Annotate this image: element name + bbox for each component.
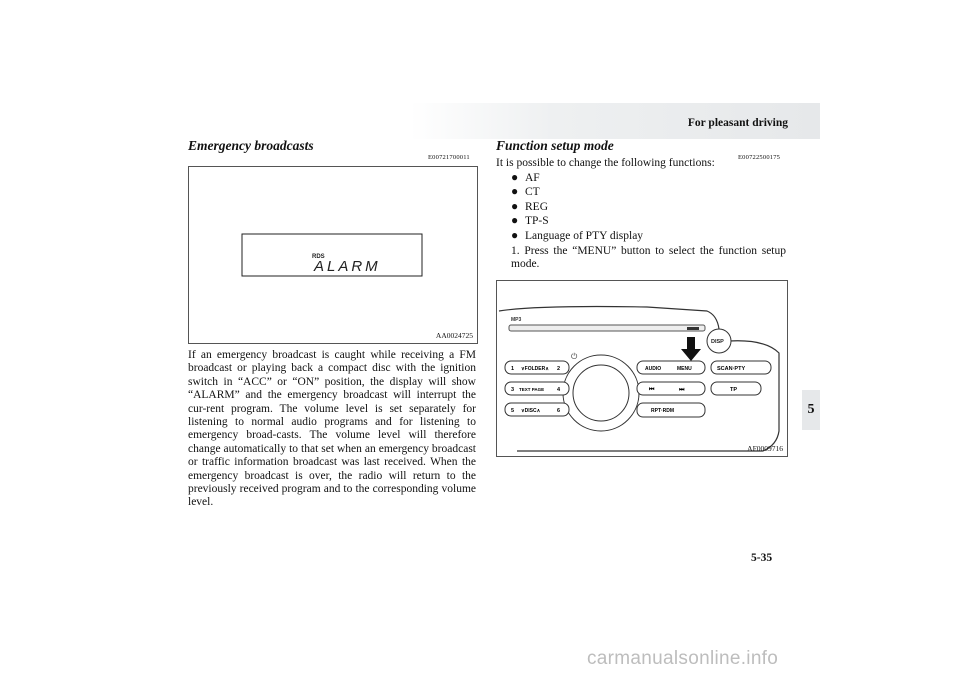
figure-code-alarm: AA0024725 [435,331,473,340]
section-code-function-setup: E00722500175 [738,154,781,161]
list-item: ● CT [511,184,540,199]
svg-text:⏮: ⏮ [649,387,655,393]
preset-button-1-2[interactable] [505,361,569,374]
svg-text:6: 6 [557,408,561,414]
rpt-rdm-button[interactable] [637,403,705,417]
svg-text:3: 3 [511,387,515,393]
mp3-label: MP3 [511,317,522,323]
svg-text:TP: TP [730,387,738,393]
alarm-display-illustration [189,167,477,343]
svg-text:2: 2 [557,366,561,372]
svg-text:SCAN·PTY: SCAN·PTY [717,366,746,372]
alarm-display-figure [188,166,478,344]
svg-text:⏭: ⏭ [679,387,685,393]
page-header-title: For pleasant driving [687,117,788,129]
section-heading-emergency: Emergency broadcasts [188,138,314,153]
display-rds-label: RDS [312,254,325,260]
bullet-icon: ● [511,227,519,242]
bullet-icon: ● [511,198,519,213]
svg-text:1: 1 [511,366,515,372]
audio-menu-button[interactable] [637,361,705,374]
preset-button-5-6[interactable] [505,403,569,416]
bullet-icon: ● [511,170,519,184]
svg-text:5: 5 [511,408,515,414]
section-tab: 5 [802,390,820,430]
scan-pty-button[interactable] [711,361,771,374]
function-list [511,171,643,243]
audio-panel-figure [496,280,788,457]
svg-text:MENU: MENU [677,366,692,372]
page-number: 5-35 [751,552,773,564]
svg-text:∨DISC∧: ∨DISC∧ [521,408,541,414]
list-item: ● TP-S [511,213,549,228]
power-icon: ⏻ [571,352,578,361]
svg-text:TEXT PAGE: TEXT PAGE [519,387,545,392]
bullet-icon: ● [511,213,519,228]
seek-buttons[interactable] [637,382,705,395]
svg-text:RPT·RDM: RPT·RDM [651,408,675,414]
svg-text:AUDIO: AUDIO [645,366,662,372]
disp-button[interactable] [707,329,731,353]
arrow-down-icon [681,337,701,361]
svg-text:4: 4 [557,387,561,393]
list-item: ● AF [511,170,540,184]
section-code-emergency: E00721700011 [428,154,470,161]
list-item: ● REG [511,198,548,213]
figure-code-audio: AF0009716 [747,444,783,453]
section-heading-function-setup: Function setup mode [496,138,614,153]
volume-knob[interactable] [563,355,639,431]
step-1-text: 1. Press the “MENU” button to select the function setup mode. [511,245,786,271]
svg-text:DISP: DISP [711,339,724,345]
svg-text:∨FOLDER∧: ∨FOLDER∧ [521,366,549,372]
function-setup-intro: It is possible to change the following functions: [496,157,715,169]
preset-button-3-4[interactable] [505,382,569,395]
list-item: ● Language of PTY display [511,227,644,242]
emergency-body-text: If an emergency broadcast is caught while receiving a FM broadcast or playing back a compact disc with the ignition switch in “ACC” or “ON” position, the display will show “ALARM” and the emergency broadcast will interrupt the cur-rent program. The volume level is set separately for listening to normal audio programs and for listening to emergency broad-casts. The volume level will therefore change automatically to that set when an emergency broadcast or traffic information broadcast was last received. When the emergency broadcast is over, the radio will return to the previously received program and to the corresponding volume level. [188,349,476,509]
audio-panel-illustration [497,281,787,456]
watermark: carmanualsonline.info [587,648,779,669]
tp-button[interactable] [711,382,761,395]
display-alarm-text: ALARM [314,258,381,275]
bullet-icon: ● [511,184,519,199]
